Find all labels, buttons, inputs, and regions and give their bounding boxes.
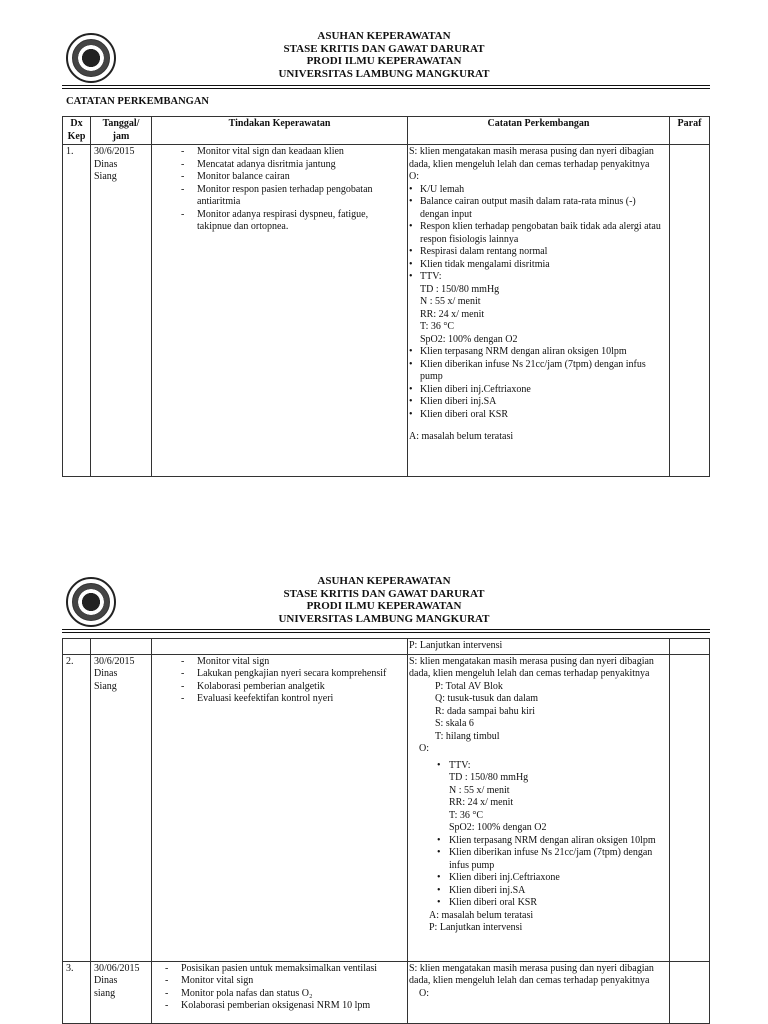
list-item: - Kolaborasi pemberian oksigenasi NRM 10 lpm	[181, 1000, 404, 1013]
paraf-cell	[670, 654, 710, 961]
pain-assessment: R: dada sampai bahu kiri	[435, 705, 535, 717]
shift-text: Dinas	[94, 668, 118, 679]
date-cell	[91, 654, 152, 961]
dx-cell: 3.	[63, 961, 91, 1023]
list-item: • Balance cairan output masih dalam rata-rata minus (-) dengan input	[420, 196, 666, 221]
notes-cell	[408, 145, 670, 477]
dx-cell: 2.	[63, 654, 91, 961]
paraf-cell	[670, 145, 710, 477]
list-item: • Klien diberi inj.Ceftriaxone	[449, 872, 666, 885]
subjective-text: S: klien mengatakan masih merasa pusing dan nyeri dibagian dada, klien mengeluh lelah dan cemas terhadap penyakitnya	[409, 962, 654, 986]
list-item: - Monitor balance cairan	[197, 171, 404, 184]
col-tindakan: Tindakan Keperawatan	[152, 117, 408, 145]
header-line4: UNIVERSITAS LAMBUNG MANGKURAT	[278, 67, 490, 80]
objective-label: O:	[409, 171, 419, 182]
notes-cell	[408, 654, 670, 961]
table-row	[63, 145, 710, 477]
vital-sign: SpO2: 100% dengan O2	[449, 822, 547, 833]
paraf-cell	[670, 961, 710, 1023]
list-item: • Respirasi dalam rentang normal	[420, 246, 666, 259]
list-item: • Klien diberi oral KSR	[420, 409, 666, 422]
pain-assessment: P: Total AV Blok	[435, 680, 503, 692]
header-line4: UNIVERSITAS LAMBUNG MANGKURAT	[278, 612, 490, 625]
subjective-text: S: klien mengatakan masih merasa pusing dan nyeri dibagian dada, klien mengeluh lelah dan cemas terhadap penyakitnya	[409, 146, 654, 170]
list-item: • K/U lemah	[420, 184, 666, 197]
vital-sign: TD : 150/80 mmHg	[449, 772, 529, 783]
vital-sign: N : 55 x/ menit	[449, 784, 510, 796]
header-line2: STASE KRITIS DAN GAWAT DARURAT	[283, 42, 485, 55]
plan-text: P: Lanjutkan intervensi	[429, 922, 523, 933]
list-item: • Klien diberi inj.Ceftriaxone	[420, 384, 666, 397]
shift-text: Dinas	[94, 975, 118, 986]
list-item: • TTV:	[449, 760, 666, 773]
list-item: - Monitor vital sign	[181, 975, 404, 988]
list-item: - Monitor respon pasien terhadap pengobatan antiaritmia	[197, 184, 404, 209]
assessment-text: A: masalah belum teratasi	[409, 431, 514, 442]
list-item: - Kolaborasi pemberian analgetik	[197, 681, 404, 694]
list-item: • Klien diberi inj.SA	[449, 885, 666, 898]
list-item: - Posisikan pasien untuk memaksimalkan ventilasi	[181, 963, 404, 976]
dx-cell: 1.	[63, 145, 91, 477]
header-line1: ASUHAN KEPERAWATAN	[317, 30, 451, 42]
actions-cell	[152, 961, 408, 1023]
list-item: • Klien diberikan infuse Ns 21cc/jam (7tpm) dengan infus pump	[420, 359, 666, 384]
assessment-text: A: masalah belum teratasi	[429, 909, 534, 921]
list-item: • Klien diberi oral KSR	[449, 897, 666, 910]
pain-assessment: S: skala 6	[435, 718, 474, 729]
date-text: 30/6/2015	[94, 655, 135, 667]
header-line2: STASE KRITIS DAN GAWAT DARURAT	[283, 587, 485, 600]
plan-text: P: Lanjutkan intervensi	[408, 639, 670, 655]
header-line1: ASUHAN KEPERAWATAN	[317, 575, 451, 587]
date-text: 30/06/2015	[94, 962, 140, 974]
list-item: - Evaluasi keefektifan kontrol nyeri	[197, 693, 404, 706]
notes-cell	[408, 961, 670, 1023]
vital-sign: SpO2: 100% dengan O2	[420, 333, 518, 345]
col-dx: Dx Kep	[63, 117, 91, 145]
shift-text: Dinas	[94, 158, 118, 170]
table-row	[63, 639, 710, 655]
vital-sign: TD : 150/80 mmHg	[420, 283, 500, 295]
actions-cell	[152, 654, 408, 961]
time-text: Siang	[94, 171, 117, 182]
list-item: - Monitor pola nafas dan status O₂	[181, 988, 404, 1001]
subjective-text: S: klien mengatakan masih merasa pusing dan nyeri dibagian dada, klien mengeluh lelah dan cemas terhadap penyakitnya	[409, 655, 654, 679]
time-text: Siang	[94, 680, 117, 692]
vital-sign: T: 36 °C	[449, 809, 484, 821]
table-row	[63, 961, 710, 1023]
list-item: - Monitor adanya respirasi dyspneu, fatigue, takipnue dan ortopnea.	[197, 209, 404, 234]
header-divider	[62, 85, 710, 89]
list-item: • Klien terpasang NRM dengan aliran oksigen 10lpm	[449, 835, 666, 848]
vital-sign: RR: 24 x/ menit	[420, 308, 485, 320]
time-text: siang	[94, 987, 116, 999]
section-title: CATATAN PERKEMBANGAN	[66, 96, 210, 107]
list-item: • Klien tidak mengalami disritmia	[420, 259, 666, 272]
pain-assessment: Q: tusuk-tusuk dan dalam	[435, 693, 539, 704]
objective-label: O:	[419, 987, 429, 999]
list-item: • Respon klien terhadap pengobatan baik tidak ada alergi atau respon fisiologis lainnya	[420, 221, 666, 246]
list-item: • TTV:	[420, 271, 666, 284]
table-row	[63, 654, 710, 961]
list-item: • Klien diberikan infuse Ns 21cc/jam (7tpm) dengan infus pump	[449, 847, 666, 872]
date-text: 30/6/2015	[94, 146, 135, 157]
list-item: - Lakukan pengkajian nyeri secara komprehensif	[197, 668, 404, 681]
header-line3: PRODI ILMU KEPERAWATAN	[306, 600, 462, 612]
col-catatan: Catatan Perkembangan	[408, 117, 670, 145]
vital-sign: N : 55 x/ menit	[420, 296, 481, 307]
vital-sign: T: 36 °C	[420, 321, 455, 332]
progress-table-1	[62, 116, 710, 477]
page-header-2	[0, 575, 768, 625]
header-line3: PRODI ILMU KEPERAWATAN	[306, 55, 462, 67]
list-item: - Monitor vital sign	[197, 656, 404, 669]
col-tanggal: Tanggal/ jam	[91, 117, 152, 145]
pain-assessment: T: hilang timbul	[435, 730, 500, 742]
vital-sign: RR: 24 x/ menit	[449, 797, 514, 808]
header-divider	[62, 629, 710, 633]
list-item: • Klien diberi inj.SA	[420, 396, 666, 409]
list-item: • Klien terpasang NRM dengan aliran oksigen 10lpm	[420, 346, 666, 359]
objective-label: O:	[419, 743, 429, 754]
date-cell	[91, 961, 152, 1023]
progress-table-2	[62, 638, 710, 1024]
date-cell	[91, 145, 152, 477]
col-paraf: Paraf	[670, 117, 710, 145]
actions-cell	[152, 145, 408, 477]
list-item: - Mencatat adanya disritmia jantung	[197, 159, 404, 172]
page-header	[0, 30, 768, 80]
list-item: - Monitor vital sign dan keadaan klien	[197, 146, 404, 159]
